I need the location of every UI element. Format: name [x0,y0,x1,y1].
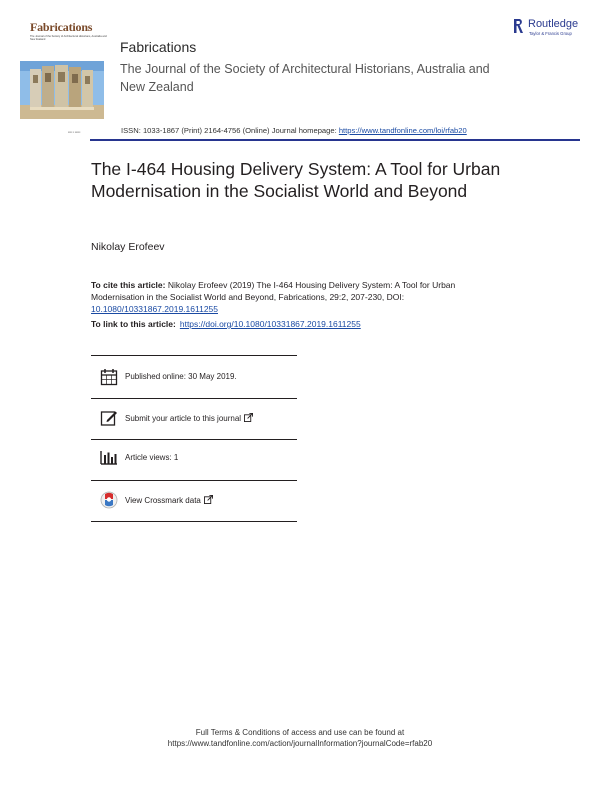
citation-label: To cite this article: [91,280,166,290]
divider [91,521,297,522]
issn-text: ISSN: 1033-1867 (Print) 2164-4756 (Online) Journal homepage: [121,126,339,135]
article-author: Nikolay Erofeev [91,241,165,253]
article-views: Article views: 1 [125,453,179,462]
citation-text: Nikolay Erofeev (2019) The I-464 Housing Delivery System: A Tool for Urban Modernisation in the Socialist World and Beyond, Fabrications, 29:2, 207-230, DOI: [91,280,456,302]
publisher-logo[interactable] [511,17,591,39]
divider [91,439,297,440]
journal-cover[interactable] [18,14,107,134]
external-link-icon [204,495,213,504]
divider [91,355,297,356]
crossmark-link[interactable] [125,495,213,505]
external-link-icon [244,413,253,422]
submit-link[interactable] [125,413,253,423]
journal-subtitle: The Journal of the Society of Architectural Historians, Australia and New Zealand [120,62,490,94]
submit-label: Submit your article to this journal [125,414,242,423]
calendar-icon [100,368,118,386]
citation-block [91,279,491,315]
link-label: To link to this article: [91,319,176,329]
journal-homepage-link[interactable]: https://www.tandfonline.com/loi/rfab20 [338,126,467,135]
citation-doi-link[interactable]: 10.1080/10331867.2019.1611255 [91,304,218,314]
footer-terms: Full Terms & Conditions of access and use can be found at [195,728,405,737]
publisher-name: Routledge [528,18,579,30]
bar-chart-icon [100,449,118,467]
crossmark-icon [100,491,118,509]
article-title: The I-464 Housing Delivery System: A Tool for Urban Modernisation in the Socialist World and Beyond [91,159,501,201]
issn-line [121,126,467,135]
cover-brand: Fabrications [30,20,93,34]
link-line [91,319,361,329]
divider [91,480,297,481]
header-rule [90,139,580,141]
published-date: Published online: 30 May 2019. [125,372,237,381]
cover-subtitle: The Journal of the Society of Architectural Historians, Australia and New Zealand [30,35,107,42]
routledge-mark-icon [511,17,525,35]
cover-caption: ▪▪▪▪ ▪ ▪▪▪▪▪ [68,130,81,134]
cover-photo [20,61,104,119]
article-doi-link[interactable]: https://doi.org/10.1080/10331867.2019.1611255 [179,319,361,329]
crossmark-label: View Crossmark data [125,496,201,505]
page-footer [0,727,600,749]
publisher-tagline: Taylor & Francis Group [529,31,572,36]
divider [91,398,297,399]
journal-title: Fabrications [120,39,197,55]
edit-icon [100,409,118,427]
footer-url[interactable]: https://www.tandfonline.com/action/journalInformation?journalCode=rfab20 [167,739,433,748]
